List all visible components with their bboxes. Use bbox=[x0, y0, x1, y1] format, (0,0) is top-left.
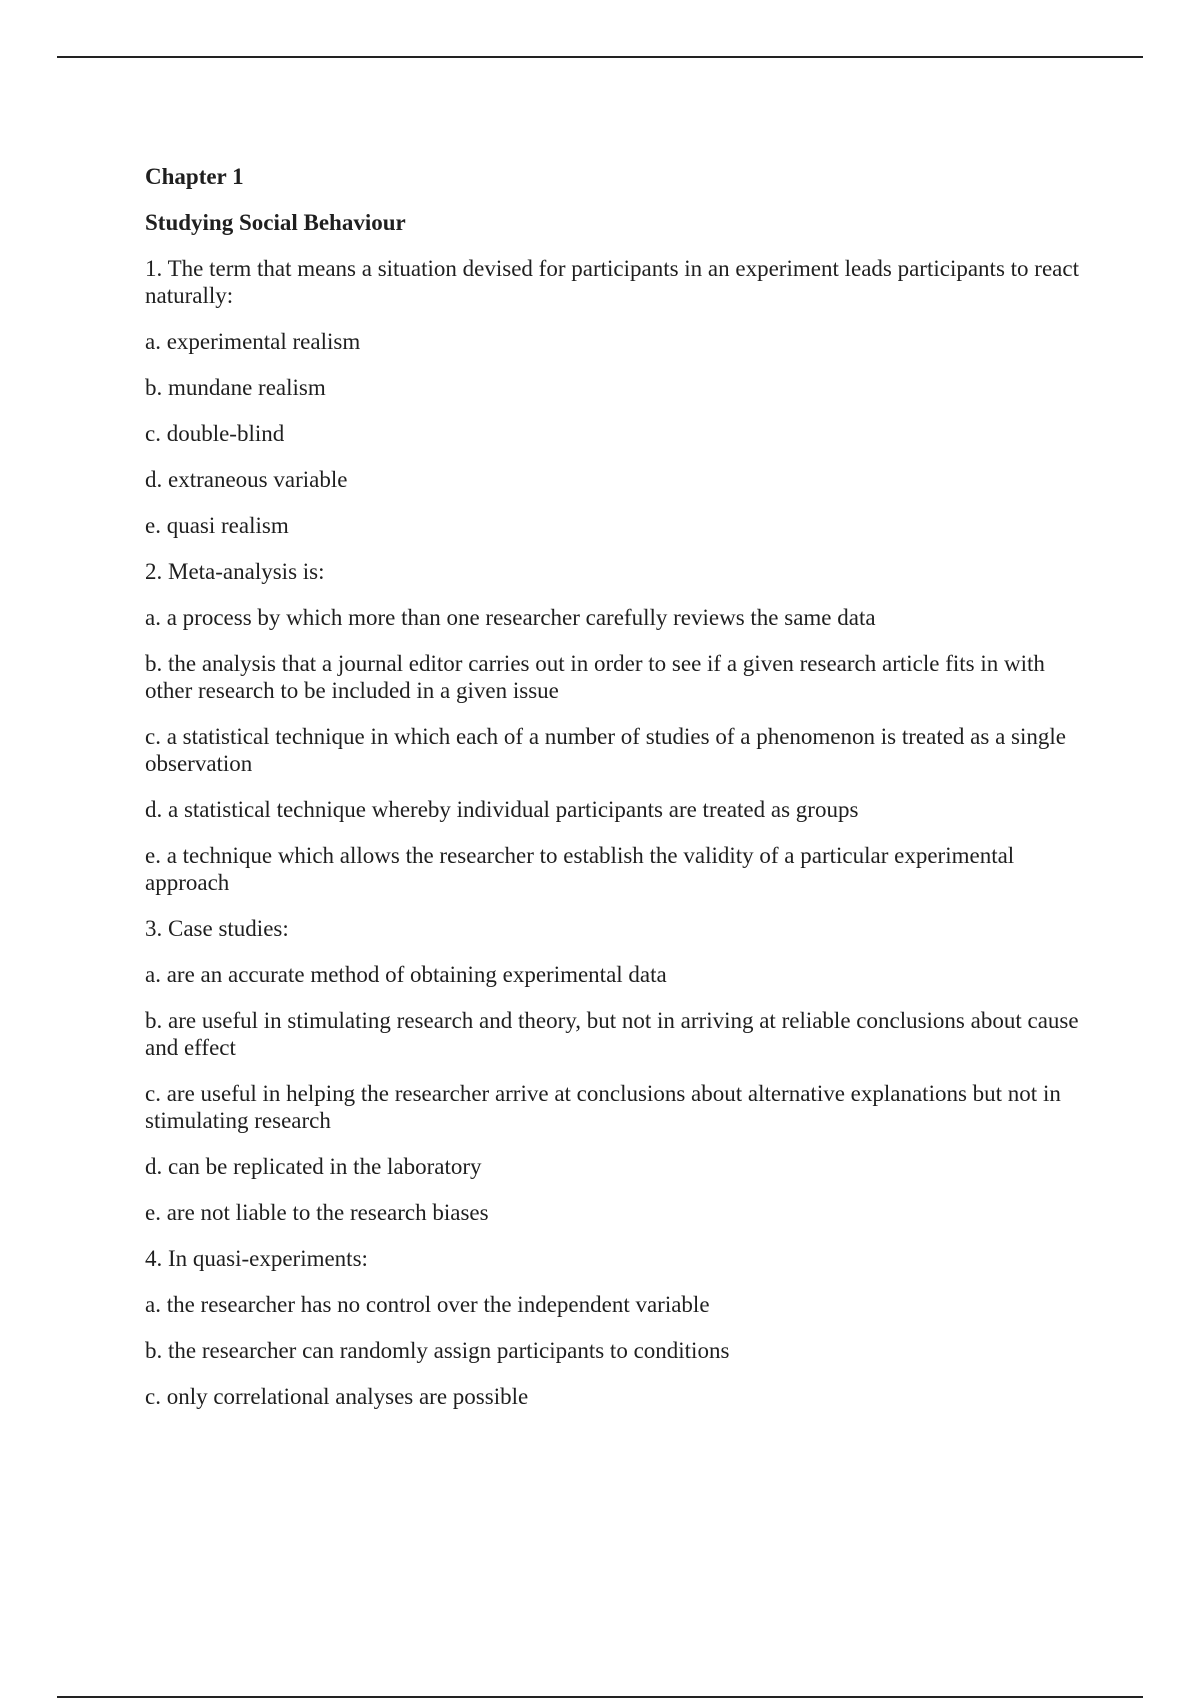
question-2-option-a: a. a process by which more than one researcher carefully reviews the same data bbox=[145, 605, 876, 630]
question-2-option-d: d. a statistical technique whereby individual participants are treated as groups bbox=[145, 797, 859, 822]
question-3-option-e: e. are not liable to the research biases bbox=[145, 1200, 489, 1225]
question-4-option-c: c. only correlational analyses are possible bbox=[145, 1384, 529, 1409]
chapter-title: Chapter 1 bbox=[145, 164, 244, 189]
question-4-option-b: b. the researcher can randomly assign participants to conditions bbox=[145, 1338, 730, 1363]
document-body bbox=[145, 163, 1095, 1429]
question-2-option-b: b. the analysis that a journal editor carries out in order to see if a given research article fits in with other research to be included in a given issue bbox=[145, 651, 1045, 703]
question-1-option-d: d. extraneous variable bbox=[145, 467, 348, 492]
bottom-rule bbox=[57, 1696, 1143, 1698]
question-2-stem: 2. Meta-analysis is: bbox=[145, 559, 325, 584]
question-3-option-a: a. are an accurate method of obtaining experimental data bbox=[145, 962, 667, 987]
question-3-stem: 3. Case studies: bbox=[145, 916, 289, 941]
question-2-option-c: c. a statistical technique in which each of a number of studies of a phenomenon is treated as a single observation bbox=[145, 724, 1066, 776]
chapter-subtitle: Studying Social Behaviour bbox=[145, 210, 406, 235]
top-rule bbox=[57, 56, 1143, 58]
question-1-option-b: b. mundane realism bbox=[145, 375, 326, 400]
question-1-option-a: a. experimental realism bbox=[145, 329, 361, 354]
question-4-option-a: a. the researcher has no control over the independent variable bbox=[145, 1292, 710, 1317]
question-3-option-d: d. can be replicated in the laboratory bbox=[145, 1154, 482, 1179]
question-2-option-e: e. a technique which allows the researcher to establish the validity of a particular experimental approach bbox=[145, 843, 1015, 895]
question-3-option-c: c. are useful in helping the researcher arrive at conclusions about alternative explanations but not in stimulating research bbox=[145, 1081, 1061, 1133]
question-3-option-b: b. are useful in stimulating research and theory, but not in arriving at reliable conclusions about cause and effect bbox=[145, 1008, 1079, 1060]
question-1-option-c: c. double-blind bbox=[145, 421, 285, 446]
question-1-stem: 1. The term that means a situation devised for participants in an experiment leads participants to react naturally: bbox=[145, 256, 1079, 308]
question-4-stem: 4. In quasi-experiments: bbox=[145, 1246, 368, 1271]
question-1-option-e: e. quasi realism bbox=[145, 513, 289, 538]
